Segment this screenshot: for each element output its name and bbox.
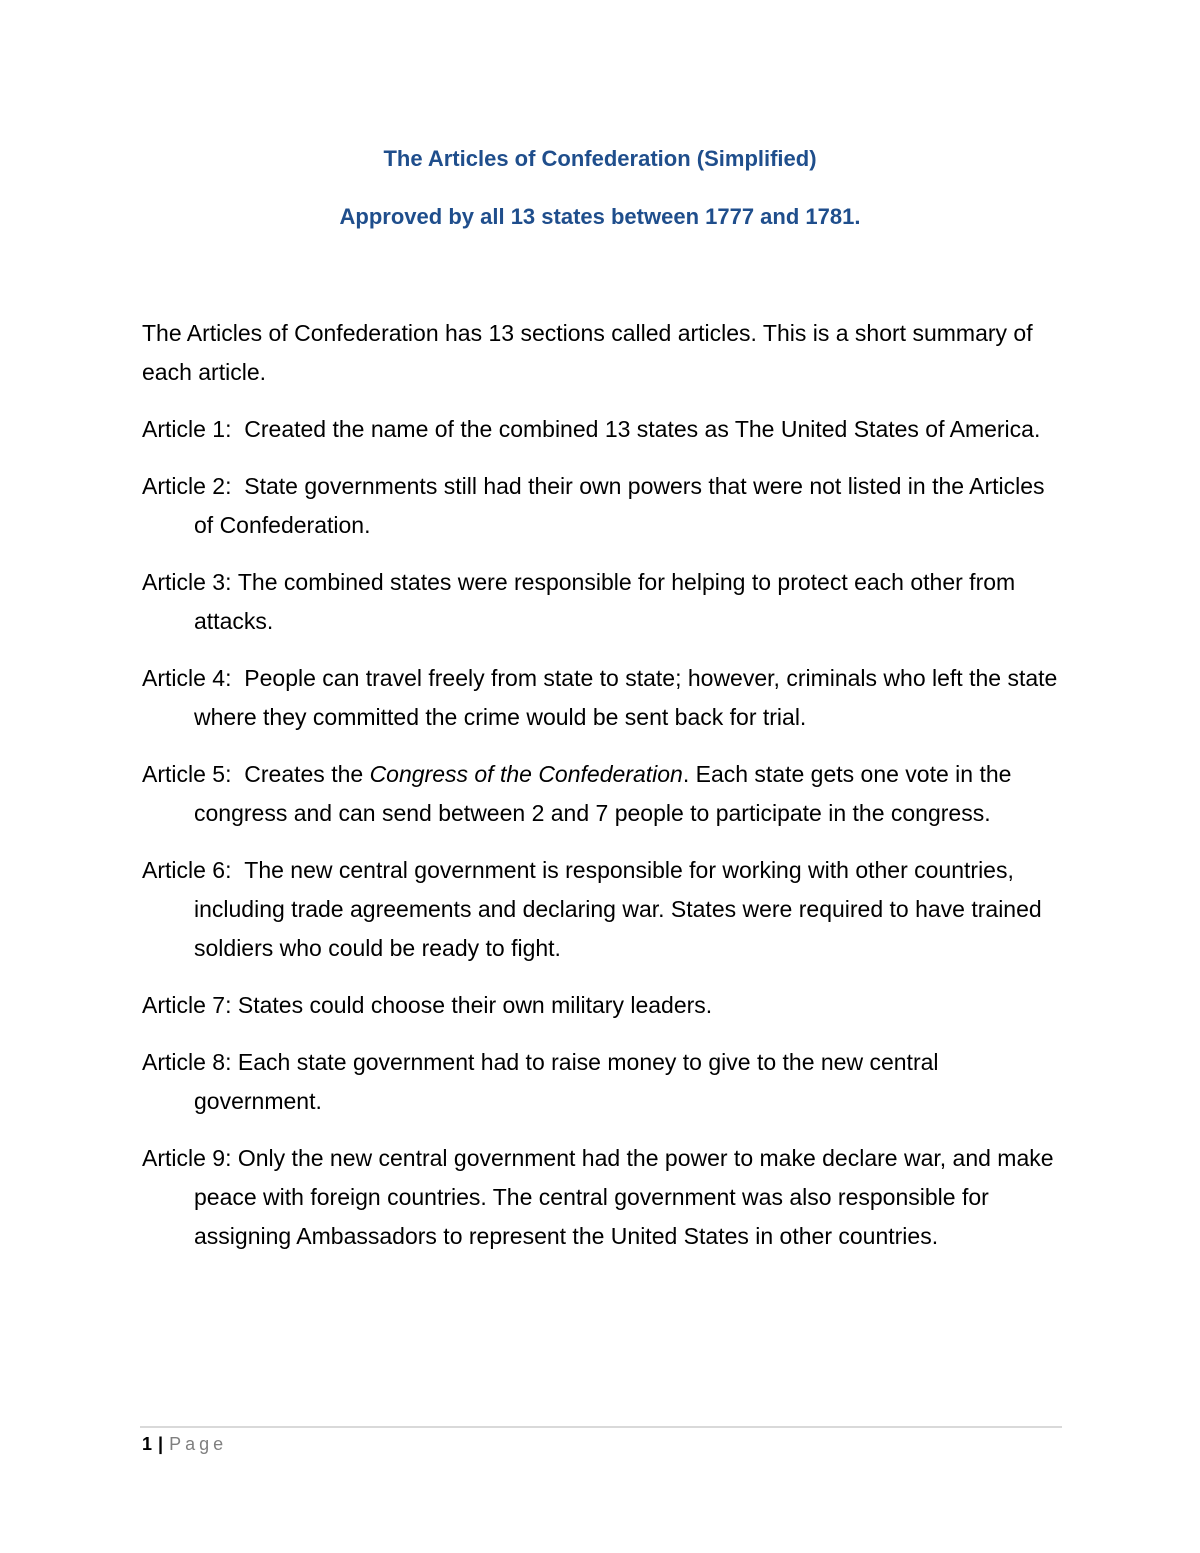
article-label: Article 4:	[142, 665, 232, 691]
article-text: People can travel freely from state to state; however, criminals who left the state where they committed the crime would be sent back for trial.	[194, 665, 1058, 730]
article-label: Article 6:	[142, 857, 232, 883]
article-9	[142, 1139, 1062, 1256]
page-footer	[142, 1431, 227, 1457]
article-text: Only the new central government had the power to make declare war, and make peace with foreign countries. The central government was also responsible for assigning Ambassadors to represent the United States in other countries.	[194, 1145, 1054, 1249]
article-7	[142, 986, 1062, 1025]
article-emphasis: Congress of the Confederation	[369, 761, 683, 787]
article-8	[142, 1043, 1062, 1121]
article-label: Article 9:	[142, 1145, 232, 1171]
article-2	[142, 467, 1062, 545]
footer-divider	[140, 1426, 1062, 1428]
article-text: State governments still had their own powers that were not listed in the Articles of Confederation.	[194, 473, 1045, 538]
page-label: Page	[169, 1434, 228, 1454]
article-text-before: Creates the	[244, 761, 370, 787]
document-title: The Articles of Confederation (Simplified)	[383, 146, 817, 171]
document-subtitle: Approved by all 13 states between 1777 and 1781.	[339, 204, 861, 229]
article-1	[142, 410, 1062, 449]
page-number: 1	[142, 1434, 153, 1454]
article-label: Article 8:	[142, 1049, 232, 1075]
article-text: States could choose their own military leaders.	[237, 992, 713, 1018]
article-text: Created the name of the combined 13 states as The United States of America.	[244, 416, 1041, 442]
article-label: Article 3:	[142, 569, 232, 595]
title-block	[0, 140, 1200, 236]
article-5	[142, 755, 1062, 833]
article-text: The combined states were responsible for helping to protect each other from attacks.	[194, 569, 1016, 634]
article-label: Article 1:	[142, 416, 232, 442]
intro-paragraph: The Articles of Confederation has 13 sections called articles. This is a short summary of each article.	[142, 320, 1033, 385]
article-label: Article 5:	[142, 761, 232, 787]
article-label: Article 2:	[142, 473, 232, 499]
article-text: Each state government had to raise money to give to the new central government.	[194, 1049, 939, 1114]
footer-separator: |	[158, 1434, 164, 1454]
article-3	[142, 563, 1062, 641]
article-6	[142, 851, 1062, 968]
article-text: The new central government is responsible for working with other countries, including trade agreements and declaring war. States were required to have trained soldiers who could be ready to fight.	[194, 857, 1042, 961]
document-body	[142, 314, 1062, 1274]
article-4	[142, 659, 1062, 737]
article-text-after: . Each state gets one vote in the congress and can send between 2 and 7 people to participate in the congress.	[194, 761, 1012, 826]
article-label: Article 7:	[142, 992, 232, 1018]
